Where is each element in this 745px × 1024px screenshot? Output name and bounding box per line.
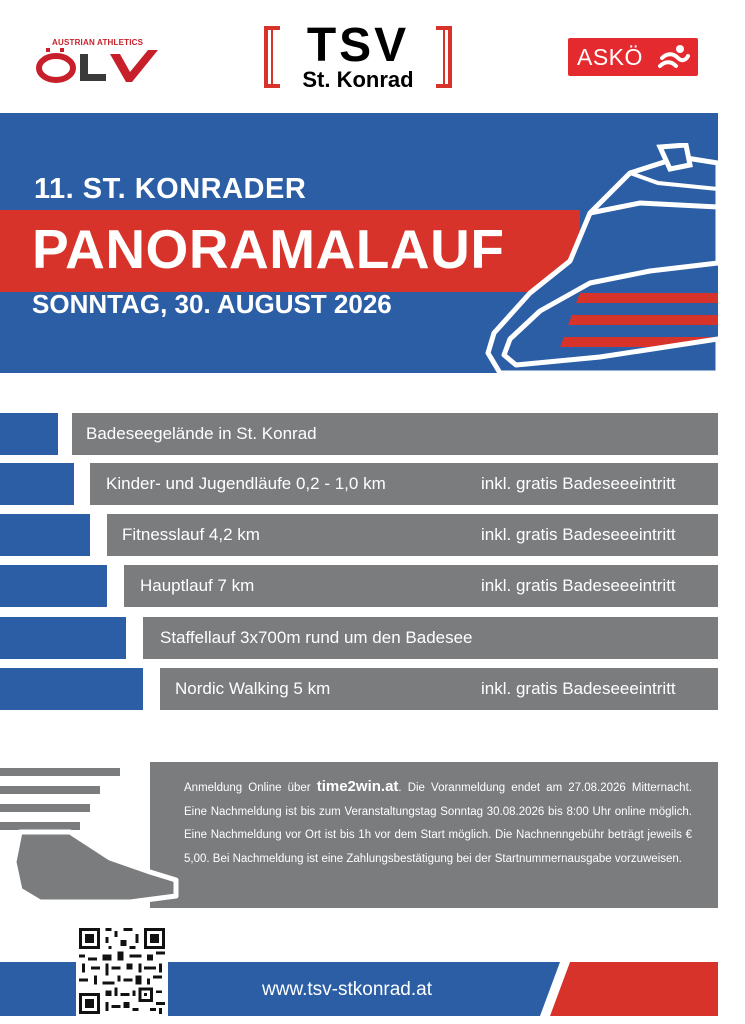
event-name: Staffellauf 3x700m rund um den Badesee (160, 628, 473, 647)
askoe-logo (568, 38, 698, 76)
footer-red-band (548, 962, 718, 1016)
tsv-title: TSV (306, 19, 410, 72)
hero-title: PANORAMALAUF (32, 218, 505, 280)
event-extra: inkl. gratis Badeseeeintritt (481, 679, 676, 698)
event-extra: inkl. gratis Badeseeeintritt (481, 474, 676, 493)
oelv-caption: AUSTRIAN ATHLETICS (52, 38, 144, 47)
running-shoe-icon (0, 762, 180, 908)
event-row-marker (0, 617, 126, 659)
registration-link[interactable]: time2win.at (316, 778, 399, 795)
oelv-mark-icon (36, 44, 160, 84)
event-row (107, 514, 718, 556)
registration-text (184, 775, 692, 871)
event-name: Badeseegelände in St. Konrad (86, 424, 317, 443)
oelv-logo (36, 38, 160, 84)
running-shoe-icon (480, 143, 718, 373)
askoe-text: ASKÖ (577, 44, 643, 70)
event-name: Kinder- und Jugendläufe 0,2 - 1,0 km (106, 474, 386, 493)
event-row-marker (0, 668, 143, 710)
tsv-logo (262, 20, 454, 92)
askoe-runner-icon (658, 44, 690, 70)
event-row (143, 617, 718, 659)
hero-date: SONNTAG, 30. AUGUST 2026 (32, 289, 392, 319)
event-row-marker (0, 463, 74, 505)
hero-edition: 11. ST. KONRADER (34, 173, 307, 205)
event-row (90, 463, 718, 505)
tsv-subtitle: St. Konrad (302, 67, 414, 92)
event-row-marker (0, 413, 58, 455)
event-row (72, 413, 718, 455)
event-name: Fitnesslauf 4,2 km (122, 525, 260, 544)
event-row (124, 565, 718, 607)
event-extra: inkl. gratis Badeseeeintritt (481, 525, 676, 544)
footer-url[interactable]: www.tsv-stkonrad.at (262, 979, 432, 1000)
hero-banner (0, 113, 718, 373)
event-name: Nordic Walking 5 km (175, 679, 331, 698)
event-row (160, 668, 718, 710)
registration-intro: Anmeldung Online über (184, 782, 311, 794)
qr-code-icon[interactable] (76, 925, 168, 1017)
event-name: Hauptlauf 7 km (140, 576, 255, 595)
registration-details: . Die Voranmeldung endet am 27.08.2026 Mitternacht. Eine Nachmeldung ist bis zum Veranstaltungstag Sonntag 30.08.2026 bis 8:00 Uhr online möglich. Eine Nachmeldung vor Ort ist bis 1h vor dem Start möglich. Die Nachnenngebühr beträgt jeweils € 5,00. Bei Nachmeldung ist eine Zahlungsbestätigung bei der Startnummernausgabe vorzuweisen. (184, 782, 692, 865)
event-extra: inkl. gratis Badeseeeintritt (481, 576, 676, 595)
event-row-marker (0, 514, 90, 556)
event-row-marker (0, 565, 107, 607)
